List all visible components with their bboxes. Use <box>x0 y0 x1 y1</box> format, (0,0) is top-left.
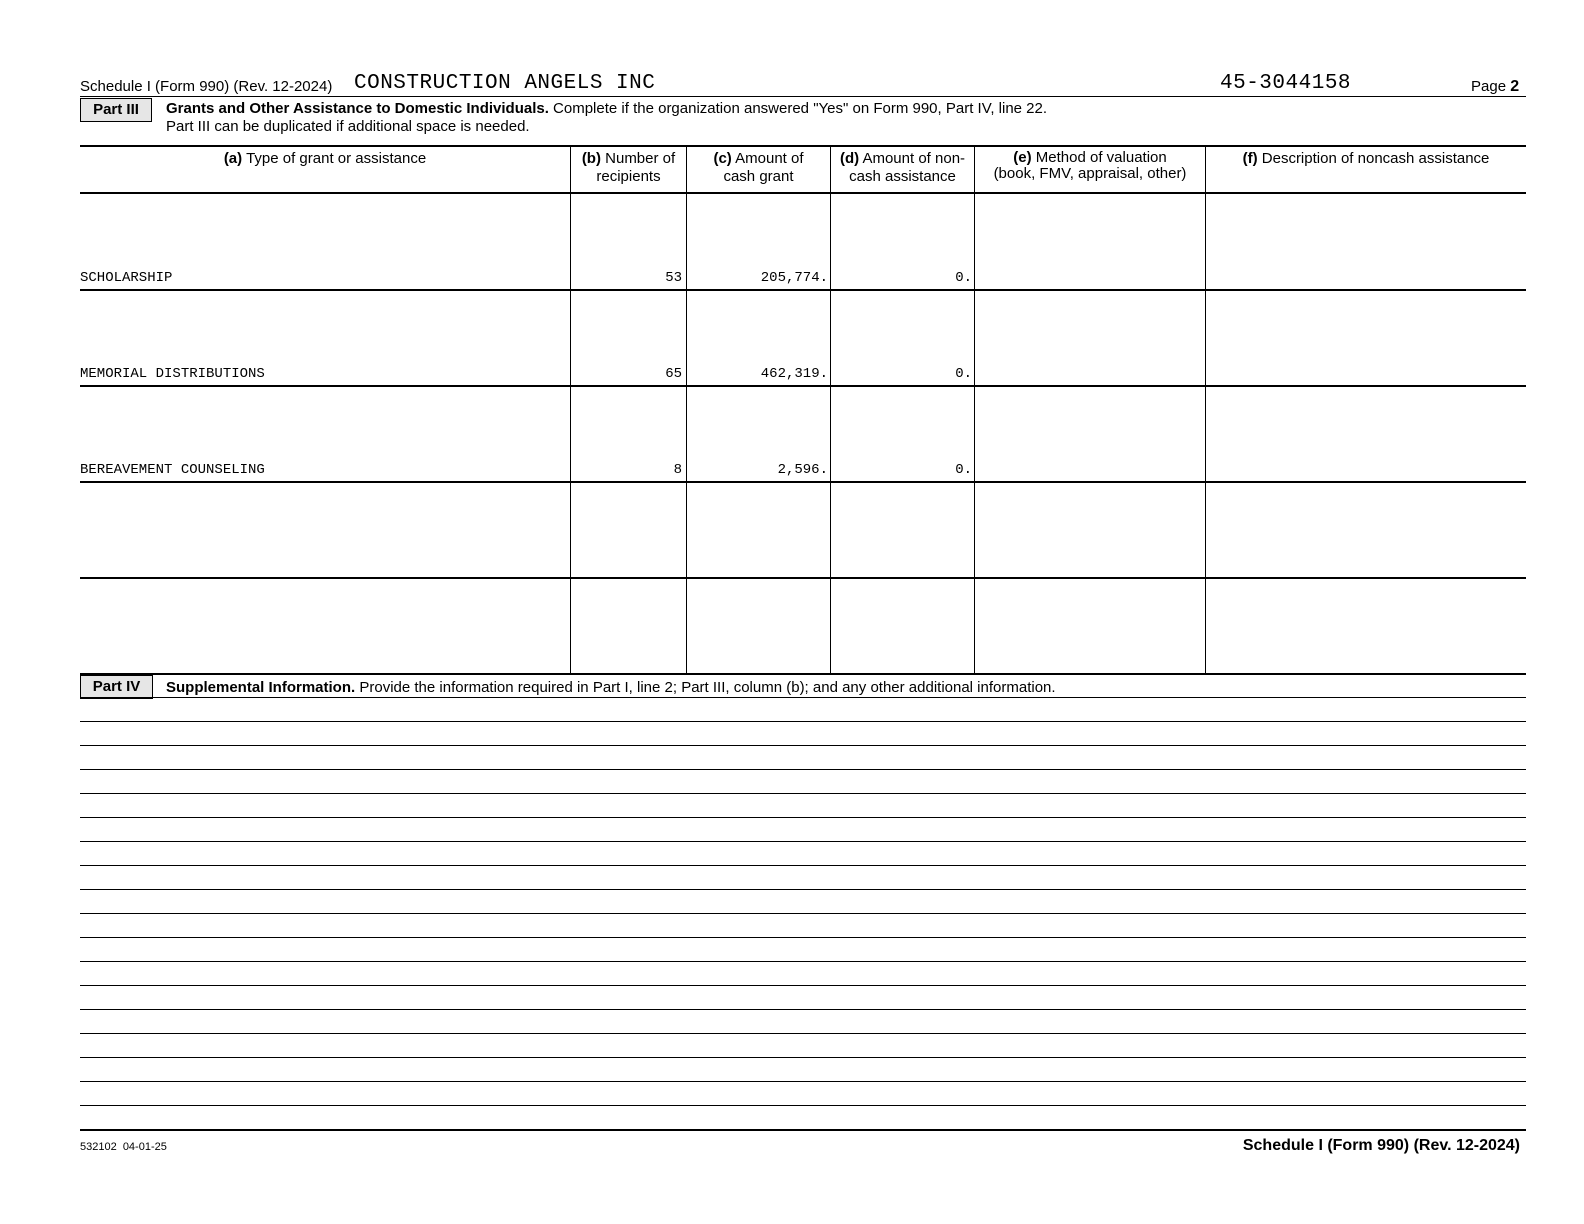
part3-instruction: Complete if the organization answered "Yes" on Form 990, Part IV, line 22. <box>553 100 1048 117</box>
supplemental-line <box>80 1009 1526 1010</box>
row-divider <box>80 481 1526 483</box>
supplemental-line <box>80 841 1526 842</box>
page-indicator <box>1471 78 1519 96</box>
part4-heading <box>166 679 1056 696</box>
supplemental-line <box>80 985 1526 986</box>
page-number: 2 <box>1510 78 1520 95</box>
cash-grant-cell: 2,596. <box>777 462 828 478</box>
part4-label-box <box>80 675 153 699</box>
row-divider <box>80 577 1526 579</box>
part3-heading <box>166 100 1047 117</box>
noncash-cell: 0. <box>955 270 972 286</box>
column-divider <box>1205 146 1206 674</box>
column-divider <box>830 146 831 674</box>
supplemental-line <box>80 769 1526 770</box>
cash-grant-cell: 462,319. <box>760 366 828 382</box>
supplemental-line <box>80 1057 1526 1058</box>
column-header-c: (c) Amount of cash grant <box>713 150 804 185</box>
supplemental-line <box>80 865 1526 866</box>
supplemental-line <box>80 1105 1526 1106</box>
row-divider <box>80 385 1526 387</box>
cash-grant-cell: 205,774. <box>760 270 828 286</box>
column-header-rule <box>80 192 1526 194</box>
column-header-f: (f) Description of noncash assistance <box>1242 150 1490 167</box>
part3-title: Grants and Other Assistance to Domestic Individuals. <box>166 100 549 117</box>
supplemental-line <box>80 1081 1526 1082</box>
supplemental-line <box>80 697 1526 698</box>
noncash-cell: 0. <box>955 366 972 382</box>
grant-type-cell: BEREAVEMENT COUNSELING <box>80 462 265 478</box>
recipients-cell: 53 <box>665 270 682 286</box>
part4-label: Part IV <box>92 678 141 695</box>
noncash-cell: 0. <box>955 462 972 478</box>
ein-number: 45-3044158 <box>1220 72 1352 95</box>
supplemental-line <box>80 817 1526 818</box>
recipients-cell: 8 <box>673 462 682 478</box>
row-divider <box>80 289 1526 291</box>
part3-label-box <box>80 98 152 122</box>
footer-form-reference: Schedule I (Form 990) (Rev. 12-2024) <box>1242 1137 1520 1154</box>
part4-title: Supplemental Information. <box>166 679 356 696</box>
part3-label: Part III <box>93 101 139 118</box>
column-header-e: (e) Method of valuation (book, FMV, appraisal, other) <box>993 149 1187 182</box>
supplemental-line <box>80 889 1526 890</box>
part4-instruction: Provide the information required in Part I, line 2; Part III, column (b); and any other additional information. <box>359 679 1056 696</box>
part3-note: Part III can be duplicated if additional space is needed. <box>166 118 530 135</box>
grant-type-cell: MEMORIAL DISTRIBUTIONS <box>80 366 265 382</box>
supplemental-line <box>80 937 1526 938</box>
supplemental-line <box>80 721 1526 722</box>
column-divider <box>570 146 571 674</box>
supplemental-line <box>80 793 1526 794</box>
header-rule <box>80 96 1526 97</box>
form-reference: Schedule I (Form 990) (Rev. 12-2024) <box>80 78 333 95</box>
column-header-d: (d) Amount of non- cash assistance <box>839 150 966 185</box>
grant-type-cell: SCHOLARSHIP <box>80 270 173 286</box>
page-label: Page <box>1471 78 1507 95</box>
column-header-a: (a) Type of grant or assistance <box>223 150 427 167</box>
supplemental-line <box>80 745 1526 746</box>
column-divider <box>686 146 687 674</box>
table-top-rule <box>80 145 1526 147</box>
supplemental-line <box>80 1033 1526 1034</box>
table-bottom-rule <box>80 673 1526 675</box>
column-divider <box>974 146 975 674</box>
supplemental-line <box>80 961 1526 962</box>
form-code: 532102 04-01-25 <box>80 1141 167 1153</box>
recipients-cell: 65 <box>665 366 682 382</box>
footer-rule <box>80 1129 1526 1131</box>
column-header-b: (b) Number of recipients <box>581 150 676 185</box>
supplemental-line <box>80 913 1526 914</box>
organization-name: CONSTRUCTION ANGELS INC <box>354 72 656 95</box>
